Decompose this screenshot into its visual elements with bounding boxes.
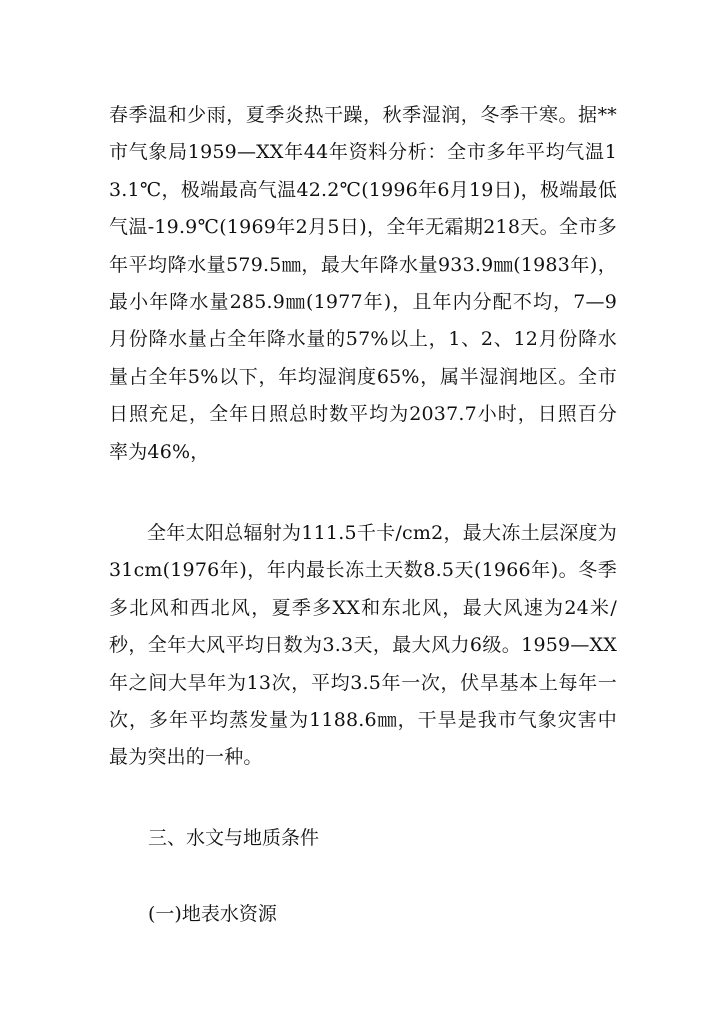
- radiation-wind-paragraph: 全年太阳总辐射为111.5千卡/cm2，最大冻土层深度为31cm(1976年)，年内最长冻土天数8.5天(1966年)。冬季多北风和西北风，夏季多XX和东北风，最大风速为24米/秒，全年大风平均日数为3.3天，最大风力6级。1959—XX年之间大旱年为13次，平均3.5年一次，伏旱基本上每年一次，多年平均蒸发量为1188.6㎜，干旱是我市气象灾害中最为突出的一种。: [109, 522, 617, 769]
- subsection-heading-surface-water: (一)地表水资源: [148, 903, 277, 925]
- section-heading-hydrology-geology: 三、水文与地质条件: [148, 827, 320, 849]
- climate-paragraph: 春季温和少雨，夏季炎热干躁，秋季湿润，冬季干寒。据**市气象局1959—XX年44年资料分析：全市多年平均气温13.1℃，极端最高气温42.2℃(1996年6月19日)，极端最低气温-19.9℃(1969年2月5日)，全年无霜期218天。全市多年平均降水量579.5㎜，最大年降水量933.9㎜(1983年)，最小年降水量285.9㎜(1977年)，且年内分配不均，7—9月份降水量占全年降水量的57%以上，1、2、12月份降水量占全年5%以下，年均湿润度65%，属半湿润地区。全市日照充足，全年日照总时数平均为2037.7小时，日照百分率为46%，: [109, 104, 617, 463]
